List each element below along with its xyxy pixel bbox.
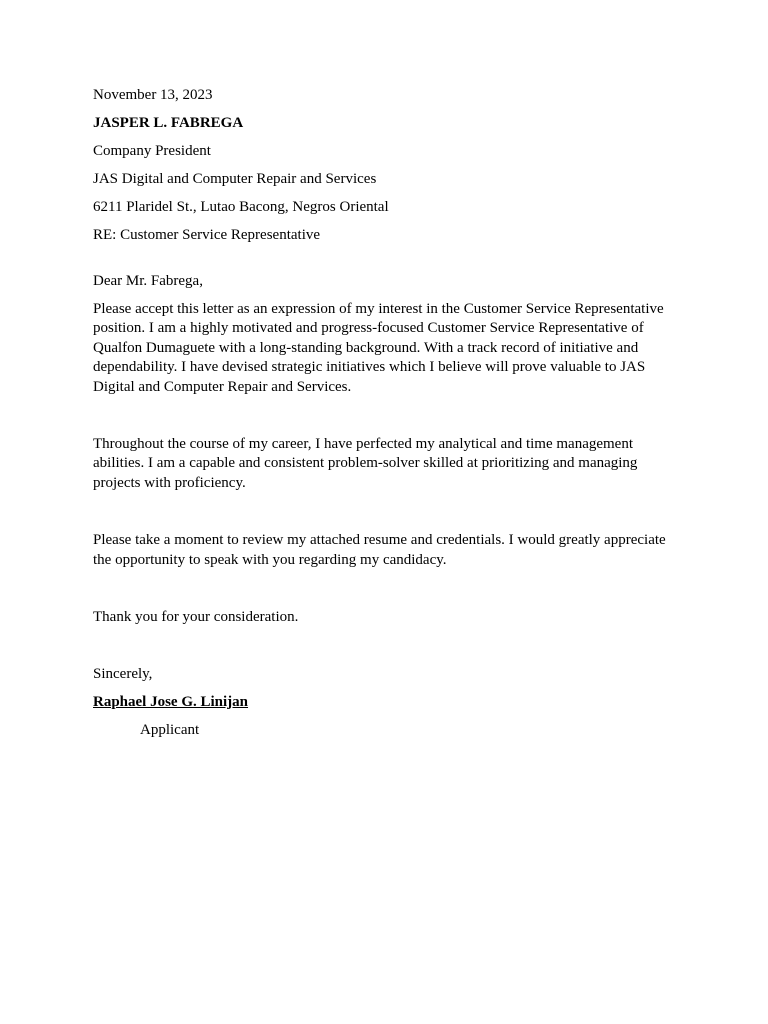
spacer xyxy=(93,493,673,531)
spacer xyxy=(93,570,673,608)
spacer xyxy=(93,254,673,272)
closing: Sincerely, xyxy=(93,666,153,683)
signatory-role: Applicant xyxy=(140,722,200,739)
spacer xyxy=(93,397,673,435)
signatory-name: Raphael Jose G. Linijan xyxy=(93,694,249,711)
letter-subject: RE: Customer Service Representative xyxy=(93,227,321,243)
letter-date: November 13, 2023 xyxy=(93,87,213,103)
paragraph-career: Throughout the course of my career, I have perfected my analytical and time management abilities. I am a capable and consistent problem-solver skilled at prioritizing and managing projects with proficiency. xyxy=(93,436,638,491)
recipient-title: Company President xyxy=(93,143,211,159)
paragraph-request: Please take a moment to review my attached resume and credentials. I would greatly appreciate the opportunity to speak with you regarding my candidacy. xyxy=(93,532,666,568)
paragraph-thanks: Thank you for your consideration. xyxy=(93,609,299,626)
letter-body xyxy=(93,86,673,749)
salutation: Dear Mr. Fabrega, xyxy=(93,273,203,289)
recipient-name: JASPER L. FABREGA xyxy=(93,115,244,131)
recipient-address: 6211 Plaridel St., Lutao Bacong, Negros Oriental xyxy=(93,199,389,215)
paragraph-interest: Please accept this letter as an expression of my interest in the Customer Service Representative position. I am a highly motivated and progress-focused Customer Service Representative of Qualfon Dumaguete with a long-standing background. With a track record of initiative and dependability. I have devised strategic initiatives which I believe will prove valuable to JAS Digital and Computer Repair and Services. xyxy=(93,301,664,395)
spacer xyxy=(93,627,673,665)
recipient-company: JAS Digital and Computer Repair and Services xyxy=(93,171,377,187)
